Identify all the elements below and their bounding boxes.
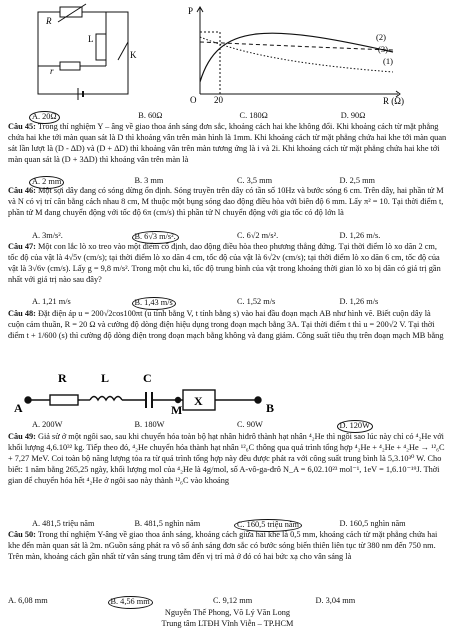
q45-option-d[interactable]: D. 2,5 mm [339,176,375,185]
q45-text: Trong thí nghiệm Y – âng về giao thoa ánh sáng đơn sắc, khoảng cách hai khe không đổi. Khi khoảng cách từ mặt phẳng chứa hai khe tới màn quan sát là D thì khoảng vân trên màn hình là 1mm. Khi khoảng cách từ mặt phẳng chứa hai khe tới màn quan sát lần lượt là (D - ∆D) và (D + ∆D) thì khoảng vân trên màn tương ứng là i và 2i. Khi khoảng cách từ mặt phẳng chứa hai khe tới màn quan sát là (D + 3∆D) thì khoảng vân trên màn là [8,122,447,164]
question-45 [8,122,448,166]
fig3-label-R: R [58,371,67,385]
selected-circle: A. 2 mm [29,176,64,189]
fig1-label-R: R [46,16,52,26]
fig2-label-curve-1: (1) [383,56,393,66]
question-50 [8,530,448,563]
question-49 [8,432,448,487]
q47-option-a[interactable]: A. 1,21 m/s [32,297,71,306]
q46-option-d[interactable]: D. 1,26 m/s. [339,231,381,240]
q50-options [8,596,418,609]
q50-number: Câu 50: [8,530,36,539]
q48-option-c[interactable]: C. 90W [237,420,263,429]
fig2-label-curve-2: (2) [376,32,386,42]
q48-options [32,420,442,433]
q50-text: Trong thí nghiệm Y-âng về giao thoa ánh sáng, khoảng cách giữa hai khe là 0,5 mm, khoảng cách từ mặt phẳng chứa hai khe đến màn quan sát là 2m. nGuồn sáng phát ra vô số ánh sáng đơn sắc có bước sóng biến thiên liên tục từ 380 nm đến 750 nm. Trên màn, khoảng cách gần nhất từ vân sáng trung tâm đến vị trí mà ở đó có hai bức xạ cho vân sáng là [8,530,438,561]
q44-option-c[interactable]: C. 180Ω [239,111,268,120]
q48-option-b[interactable]: B. 180W [134,420,165,429]
fig3-label-L: L [101,371,110,385]
circuit-figure-1 [30,2,140,102]
q50-option-b[interactable] [111,596,214,609]
footer-center: Trung tâm LTĐH Vĩnh Viễn – TP.HCM [161,619,294,628]
fig3-label-A: A [14,401,23,415]
fig1-label-r: r [50,66,54,76]
selected-circle: C. 160,5 triệu năm [234,519,302,532]
q47-option-c[interactable]: C. 1,52 m/s [237,297,276,306]
fig3-label-B: B [266,401,275,415]
question-46 [8,186,448,219]
q50-option-d[interactable]: D. 3,04 mm [315,596,356,605]
fig3-label-C: C [143,371,152,385]
q46-option-c[interactable]: C. 6√2 m/s². [237,231,279,240]
fig3-label-M: M [171,403,183,416]
question-48 [8,309,448,342]
q49-option-b[interactable]: B. 481,5 nghìn năm [134,519,201,528]
q49-option-d[interactable]: D. 160,5 nghìn năm [339,519,406,528]
q50-option-a[interactable]: A. 6,08 mm [8,596,48,605]
selected-circle: A. 20Ω [29,111,60,124]
q49-option-a[interactable]: A. 481,5 triệu năm [32,519,95,528]
selected-circle: D. 120W [337,420,373,433]
q46-option-a[interactable]: A. 3m/s². [32,231,63,240]
q47-number: Câu 47: [8,242,36,251]
q47-options [32,297,442,310]
fig3-label-X: X [194,394,203,408]
q48-number: Câu 48: [8,309,36,318]
q47-text: Một con lắc lò xo treo vào một điểm cố định, dao động điều hòa theo phương thẳng đứng. Tại thời điểm lò xo dãn 2 cm, tốc độ của vật là 4√5v (cm/s); tại thời điểm lò xo dãn 4 cm, tốc độ của vật là 6√2v (cm/s); tại thời điểm lò xo dãn 6 cm, tốc độ của vật là 3√6v (cm/s). Lấy g = 9,8 m/s². Trong một chu kì, tốc độ trung bình của vật trong khoảng thời gian lò xo bị dãn có giá trị gần nhất với giá trị nào sau đây? [8,242,441,284]
q44-option-d[interactable]: D. 90Ω [340,111,366,120]
q48-option-d[interactable] [340,420,443,433]
q48-text: Đặt điện áp u = 200√2cos100πt (u tính bằng V, t tính bằng s) vào hai đầu đoạn mạch AB như hình vẽ. Biết cuộn dây là cuộn cảm thuần, R = 20 Ω và cường độ dòng điện hiệu dụng trong đoạn mạch bằng 3A. Tại thời điểm t thì u = 200√2 V. Tại thời điểm t + 1/600 (s) thì cường độ dòng điện trong đoạn mạch bằng không và đang giảm. Công suất tiêu thụ trên đoạn mạch MB bằng [8,309,444,340]
selected-circle: B. 4,56 mm [108,596,153,609]
q45-option-b[interactable]: B. 3 mm [134,176,164,185]
q44-option-b[interactable]: B. 60Ω [138,111,163,120]
q45-option-c[interactable]: C. 3,5 mm [237,176,273,185]
question-47 [8,242,448,286]
fig2-label-20: 20 [214,95,223,105]
q47-option-b[interactable] [135,297,238,310]
fig1-label-L: L [88,34,94,44]
q46-text: Một sợi dây đang có sóng dừng ổn định. Sóng truyền trên dây có tần số 10Hz và bước sóng 6 cm. Trên dây, hai phần tử M và N có vị trí cân bằng cách nhau 8 cm, M thuộc một bụng sóng dao động điều hòa với biên độ 6 mm. Lấy π² = 10. Tại thời điểm t, phần tử M đang chuyển động với tốc độ 6π (cm/s) thì phần tử N chuyển động với gia tốc có độ lớn là [8,186,444,217]
q45-number: Câu 45: [8,122,36,131]
q47-option-d[interactable]: D. 1,26 m/s [339,297,379,306]
q48-option-a[interactable]: A. 200W [32,420,63,429]
footer-author: Nguyễn Thế Phong, Võ Lý Văn Long [164,608,291,617]
selected-circle: B. 1,43 m/s [132,297,176,310]
selected-circle: B. 6√3 m/s². [132,231,179,244]
power-graph-figure-2 [178,2,443,107]
fig2-label-curve-3: (3) [378,44,388,54]
q46-number: Câu 46: [8,186,36,195]
q49-number: Câu 49: [8,432,36,441]
q50-option-c[interactable]: C. 9,12 mm [213,596,253,605]
fig2-axis-label-R: R (Ω) [383,96,404,106]
fig2-label-P: P [188,6,194,16]
fig2-label-O: O [190,95,197,105]
circuit-figure-3 [8,368,288,416]
q49-text: Giả sử ở một ngôi sao, sau khi chuyển hóa toàn bộ hạt nhân hiđrô thành hạt nhân ⁴₂He thì ngôi sao lúc này chỉ có ⁴₂He với khối lượng 4,6.10³² kg. Tiếp theo đó, ⁴₂He chuyển hóa thành hạt nhân ¹²₆C thông qua quá trình tổng hợp ⁴₂He + ⁴₂He + ⁴₂He → ¹²₆C + 7,27 MeV. Coi toàn bộ năng lượng tỏa ra từ quá trình tổng hợp này đều được phát ra với công suất trung bình là 5,3.10³⁰ W. Cho biết: 1 năm bằng 265,25 ngày, khối lượng mol của ⁴₂He là 4g/mol, số A-vô-ga-đrô N_A = 6,02.10²³ mol⁻¹, 1eV = 1,6.10⁻¹⁹J. Thời gian để chuyển hóa hết ⁴₂He ở ngôi sao này thành ¹²₆C vào khoảng [8,432,445,485]
fig1-label-K: K [130,50,137,60]
